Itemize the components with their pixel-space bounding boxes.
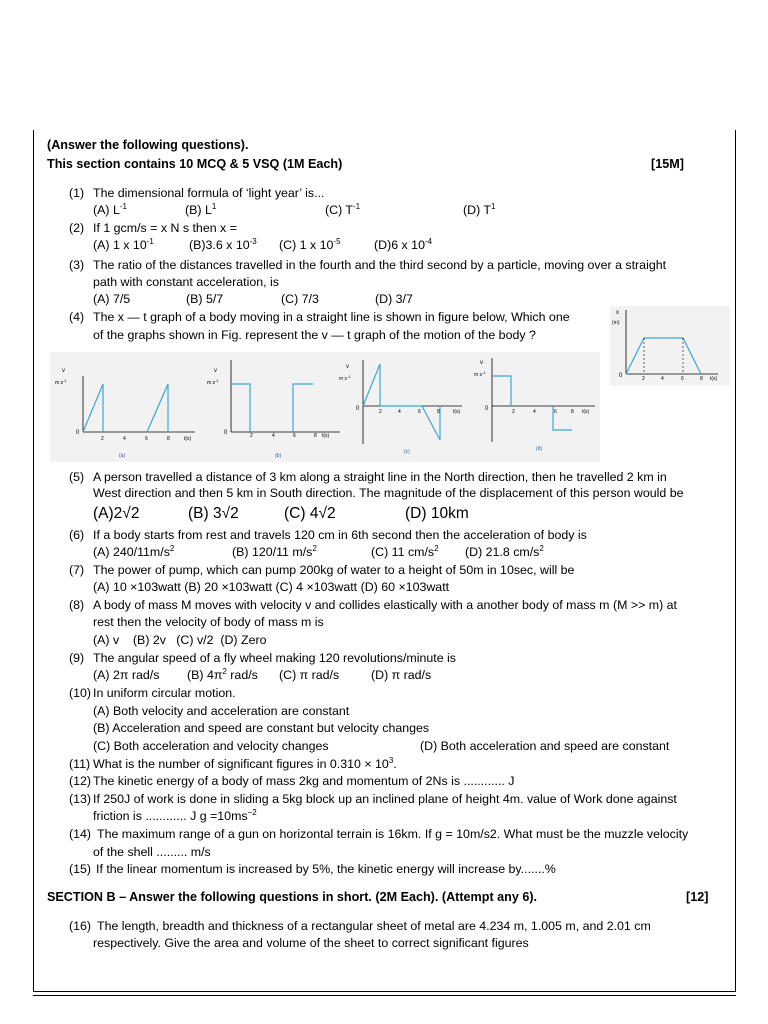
q2-number: (2) (69, 221, 85, 235)
q1-option-d: (D) $T^1$ (463, 201, 496, 217)
svg-text:8: 8 (314, 433, 317, 439)
q8-text-cont: rest then the velocity of body of mass m is (93, 615, 324, 629)
xt-graph-figure (610, 306, 730, 386)
graph-b-v-label: v (214, 368, 217, 374)
q16-text: The length, breadth and thickness of a rectangular sheet of metal are 4.234 m, 1.005 m, and 2.01 cm (97, 919, 651, 933)
q5-option-c: (C) 4√2 (284, 505, 336, 522)
q3-option-d: (D) 3/7 (375, 292, 413, 306)
svg-text:6: 6 (418, 409, 421, 415)
graph-d-origin: 0 (485, 406, 489, 412)
q4-number: (4) (69, 310, 85, 324)
graph-c-origin: 0 (356, 406, 360, 412)
q2-text: If 1 gcm/s = x N s then x = (93, 221, 237, 235)
caption-b: (b) (275, 453, 282, 459)
q16-number: (16) (69, 919, 92, 933)
q2-option-d: (D)6 x $10^{-4}$ (374, 236, 433, 252)
q14-text: The maximum range of a gun on horizontal terrain is 16km. If g = 10m/s2. What must be the muzzle velocity (97, 827, 689, 841)
q13-text: If 250J of work is done in sliding a 5kg block up an inclined plane of height 4m. value of Work done against (93, 792, 677, 806)
q3-option-c: (C) 7/3 (281, 292, 319, 306)
q4-text-cont: of the graphs shown in Fig. represent the v — t graph of the motion of the body ? (93, 328, 536, 342)
section-a-heading: This section contains 10 MCQ & 5 VSQ (1M Each) (47, 157, 343, 171)
svg-text:6: 6 (293, 433, 296, 439)
xt-unit-label: (m) (612, 320, 620, 326)
svg-text:8: 8 (437, 409, 440, 415)
q15-number: (15) (69, 862, 92, 876)
svg-text:2: 2 (101, 436, 104, 442)
q10-option-d: (D) Both acceleration and speed are constant (420, 739, 670, 753)
q8-text: A body of mass M moves with velocity v and collides elastically with a another body of mass m (M >> m) at (93, 598, 677, 612)
q9-text: The angular speed of a fly wheel making 120 revolutions/minute is (93, 651, 456, 665)
section-a-marks: [15M] (651, 157, 684, 171)
graph-d-unit: m $s^{-1}$ (474, 370, 486, 378)
xt-origin: 0 (619, 373, 623, 379)
graph-d-v-label: v (480, 360, 483, 366)
q6-option-a: (A) $240/11m/s^2$ (93, 543, 175, 559)
svg-text:t(s): t(s) (582, 409, 590, 415)
svg-text:8: 8 (167, 436, 170, 442)
q11-text: What is the number of significant figures in $0.310 \times 10^3$. (93, 755, 397, 771)
q15-text: If the linear momentum is increased by 5%, the kinetic energy will increase by.......% (96, 862, 556, 876)
q12-text: The kinetic energy of a body of mass 2kg and momentum of 2Ns is ............ J (93, 774, 515, 788)
q3-option-a: (A) 7/5 (93, 292, 131, 306)
q8-options: (A) v (B) 2v (C) v/2 (D) Zero (93, 633, 267, 647)
xt-tick-2: 2 (642, 376, 645, 382)
svg-text:6: 6 (554, 409, 557, 415)
q3-text: The ratio of the distances travelled in the fourth and the third second by a particle, moving over a straight (93, 258, 667, 272)
caption-a: (a) (119, 453, 126, 459)
svg-text:t(s): t(s) (184, 436, 192, 442)
q6-number: (6) (69, 528, 85, 542)
q8-number: (8) (69, 598, 85, 612)
q10-option-a: (A) Both velocity and acceleration are constant (93, 704, 350, 718)
graph-a-v-label: v (62, 368, 65, 374)
q14-text-cont: of the shell ......... m/s (93, 845, 211, 859)
q9-option-d: (D) π rad/s (371, 668, 432, 682)
svg-text:2: 2 (250, 433, 253, 439)
q3-text-cont: path with constant acceleration, is (93, 275, 279, 289)
q10-option-b: (B) Acceleration and speed are constant but velocity changes (93, 721, 430, 735)
vt-graphs-figure (50, 352, 600, 462)
graph-a-unit: m $s^{-1}$ (55, 378, 67, 386)
page-bottom-rule (33, 991, 736, 996)
q3-number: (3) (69, 258, 85, 272)
q2-option-c: (C) 1 x $10^{-5}$ (279, 236, 341, 252)
q11-number: (11) (69, 757, 91, 771)
q9-number: (9) (69, 651, 85, 665)
graph-b-unit: m $s^{-1}$ (207, 378, 219, 386)
caption-c: (c) (404, 449, 410, 455)
section-b-heading: SECTION B – Answer the following questions in short. (2M Each). (Attempt any 6). (47, 890, 538, 904)
q9-option-b: (B) $4\pi^2$ rad/s (187, 666, 258, 682)
svg-text:4: 4 (533, 409, 536, 415)
q7-text: The power of pump, which can pump 200kg of water to a height of 50m in 10sec, will be (93, 563, 575, 577)
q6-option-b: (B) 120/11 $m/s^2$ (232, 543, 317, 559)
q12-number: (12) (69, 774, 92, 788)
svg-text:8: 8 (571, 409, 574, 415)
q7-options: (A) 10 ×103watt (B) 20 ×103watt (C) 4 ×103watt (D) 60 ×103watt (93, 580, 450, 594)
graph-c-v-label: v (346, 364, 349, 370)
section-b-marks: [12] (686, 890, 709, 904)
svg-text:t(s): t(s) (453, 409, 461, 415)
q3-option-b: (B) 5/7 (186, 292, 224, 306)
xt-tick-6: 6 (681, 376, 684, 382)
q13-text-cont: friction is ............ J $g =10ms^{-2}$ (93, 807, 257, 823)
xt-tick-8: 8 (700, 376, 703, 382)
q6-option-c: (C) 11 $cm/s^2$ (371, 543, 439, 559)
xt-t-label: t(s) (710, 376, 718, 382)
svg-text:t(s): t(s) (322, 433, 330, 439)
q6-option-d: (D) 21.8 $cm/s^2$ (465, 543, 544, 559)
q5-option-a: (A)2√2 (93, 505, 140, 522)
q6-text: If a body starts from rest and travels 120 cm in 6th second then the acceleration of body is (93, 528, 587, 542)
xt-tick-4: 4 (661, 376, 664, 382)
q4-text: The x — t graph of a body moving in a straight line is shown in figure below, Which one (93, 310, 570, 324)
svg-text:2: 2 (379, 409, 382, 415)
q10-text: In uniform circular motion. (93, 686, 236, 700)
q5-text-cont: West direction and then 5 km in South direction. The magnitude of the displacement of this person would be (93, 486, 684, 500)
q14-number: (14) (69, 827, 92, 841)
q1-option-c: (C) $T^{-1}$ (325, 201, 361, 217)
graph-a-origin: 0 (76, 430, 80, 436)
q2-option-b: (B)3.6 x $10^{-3}$ (189, 236, 257, 252)
q10-number: (10) (69, 686, 92, 700)
graph-c-unit: m $s^{-1}$ (339, 374, 351, 382)
q16-text-cont: respectively. Give the area and volume of the sheet to correct significant figures (93, 936, 529, 950)
svg-text:4: 4 (398, 409, 401, 415)
svg-text:2: 2 (512, 409, 515, 415)
q10-option-c: (C) Both acceleration and velocity changes (93, 739, 329, 753)
q13-number: (13) (69, 792, 92, 806)
q7-number: (7) (69, 563, 85, 577)
q9-option-c: (C) π rad/s (279, 668, 340, 682)
q2-option-a: (A) 1 x $10^{-1}$ (93, 236, 154, 252)
caption-d: (d) (536, 446, 543, 452)
q5-option-b: (B) 3√2 (188, 505, 239, 522)
q1-option-a: (A) $L^{-1}$ (93, 201, 127, 217)
q5-number: (5) (69, 470, 85, 484)
q9-option-a: (A) 2π rad/s (93, 668, 160, 682)
q1-option-b: (B) $L^1$ (185, 201, 217, 217)
q5-text: A person travelled a distance of 3 km along a straight line in the North direction, then he travelled 2 km in (93, 470, 667, 484)
svg-text:4: 4 (123, 436, 126, 442)
q1-text: The dimensional formula of ‘light year’ is... (93, 186, 325, 200)
q5-option-d: (D) 10km (405, 505, 469, 522)
xt-x-label: x (616, 310, 619, 316)
instruction-heading: (Answer the following questions). (47, 138, 249, 152)
svg-text:6: 6 (145, 436, 148, 442)
svg-text:4: 4 (272, 433, 275, 439)
graph-b-origin: 0 (224, 430, 228, 436)
q1-number: (1) (69, 186, 85, 200)
